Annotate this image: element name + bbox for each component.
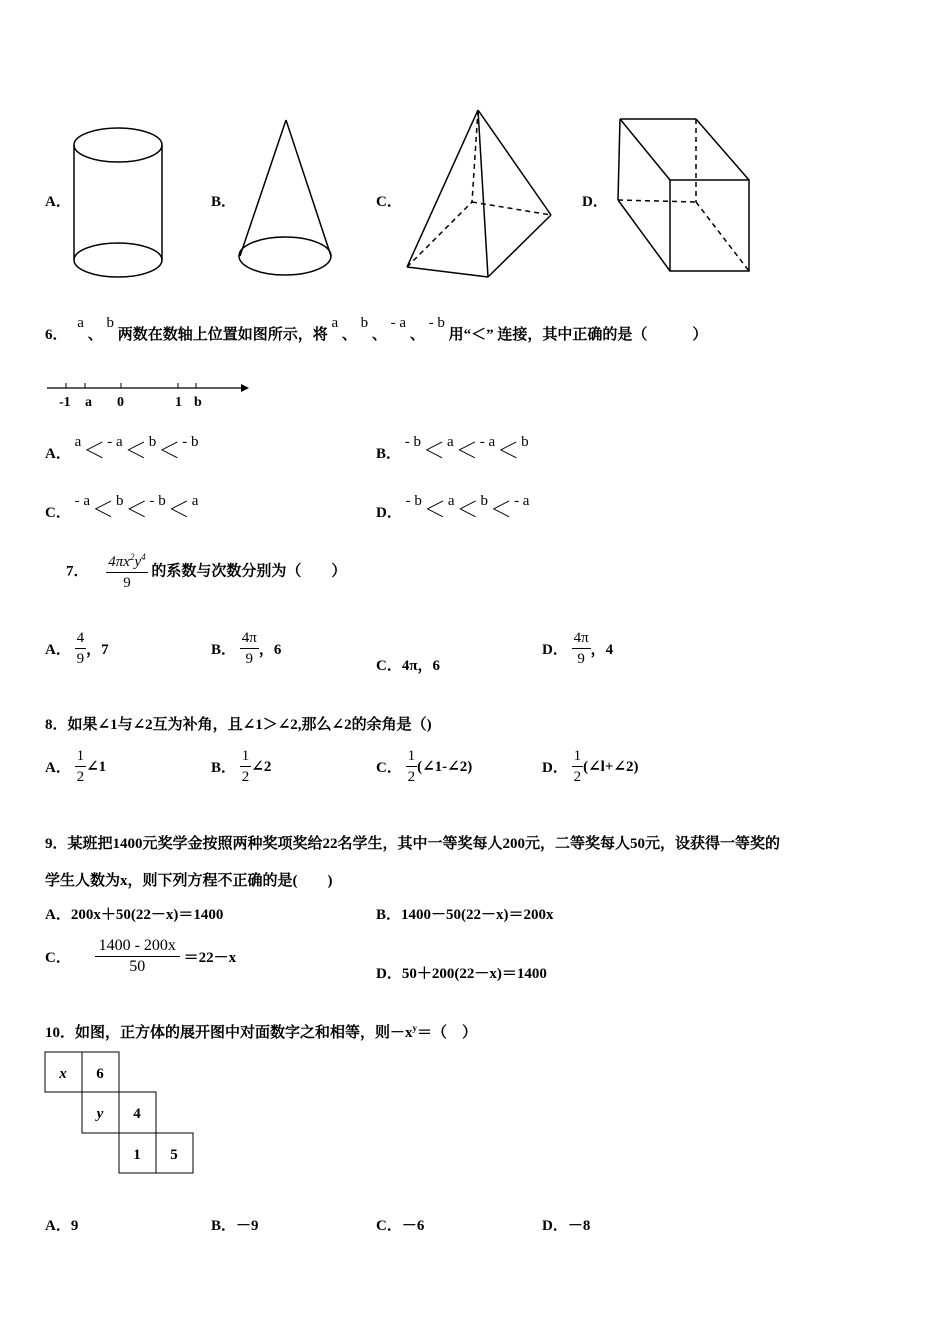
term: a bbox=[74, 434, 82, 450]
question-number: 6． bbox=[45, 327, 68, 343]
option-text: 1400－50(22－x)＝200x bbox=[401, 907, 554, 923]
option-label: D． bbox=[376, 505, 402, 521]
option-tail: (∠l+∠2) bbox=[583, 759, 639, 775]
q6-option-a[interactable] bbox=[45, 434, 198, 465]
option-tail: ，6 bbox=[258, 642, 282, 658]
tick-label: -1 bbox=[59, 395, 71, 410]
option-label: D． bbox=[542, 642, 568, 658]
q8-option-d[interactable] bbox=[542, 746, 638, 787]
option-label: B． bbox=[376, 907, 402, 923]
q8-option-b[interactable] bbox=[211, 746, 271, 787]
stem-text: ＝（ ） bbox=[417, 1025, 478, 1041]
option-label: A． bbox=[45, 760, 71, 776]
sup: 2 bbox=[129, 552, 135, 562]
net-cell: 4 bbox=[133, 1106, 141, 1122]
option-label: B． bbox=[211, 1218, 237, 1234]
option-label: D． bbox=[542, 760, 568, 776]
q10-option-a[interactable] bbox=[45, 1214, 78, 1235]
q9-option-a[interactable] bbox=[45, 903, 223, 924]
question-7-stem bbox=[66, 547, 346, 593]
term: - b bbox=[405, 493, 422, 509]
lt-sign: ＜ bbox=[423, 497, 446, 522]
separator: 、 bbox=[409, 327, 425, 343]
lt-sign: ＜ bbox=[83, 438, 106, 463]
pyramid-icon bbox=[400, 105, 560, 285]
lt-sign: ＜ bbox=[92, 497, 115, 522]
q7-fraction bbox=[106, 547, 147, 593]
option-c-label: C． bbox=[376, 194, 402, 210]
term: a bbox=[447, 493, 455, 509]
option-text: －8 bbox=[567, 1218, 591, 1234]
q7-option-c[interactable] bbox=[376, 654, 440, 675]
fraction: $\frac{4\pi}{9}$ bbox=[241, 630, 257, 667]
number-line bbox=[45, 378, 250, 410]
option-tail: ，4 bbox=[590, 642, 614, 658]
option-label: C． bbox=[376, 1218, 402, 1234]
question-10-stem bbox=[45, 1021, 477, 1042]
option-label: A． bbox=[45, 1218, 71, 1234]
cuboid-icon bbox=[612, 114, 757, 279]
lt-sign: ＜ bbox=[490, 497, 513, 522]
question-8-stem: 8．如果∠1与∠2互为补角，且∠1＞∠2,那么∠2的余角是（) bbox=[45, 717, 432, 733]
lt-sign: ＜ bbox=[456, 497, 479, 522]
q7-option-d[interactable] bbox=[542, 628, 613, 669]
stem-text: 的系数与次数分别为（ ） bbox=[151, 563, 347, 580]
cone-icon bbox=[235, 115, 335, 280]
separator: 、 bbox=[371, 327, 387, 343]
fraction: $\frac{1}{2}$ bbox=[241, 748, 250, 785]
net-cell: 1 bbox=[133, 1147, 141, 1163]
term: - b bbox=[404, 434, 422, 450]
term: - a bbox=[514, 493, 530, 509]
frac-num: 4πx bbox=[108, 554, 130, 570]
term: b bbox=[116, 493, 124, 509]
cylinder-icon bbox=[70, 122, 170, 282]
term: b bbox=[521, 434, 529, 450]
lt-sign: ＜ bbox=[423, 438, 446, 463]
option-label: D． bbox=[542, 1218, 568, 1234]
term: a bbox=[191, 493, 199, 509]
q10-option-c[interactable] bbox=[376, 1214, 424, 1235]
sup: 4 bbox=[141, 552, 146, 562]
lt-sign: ＜ bbox=[167, 497, 190, 522]
tick-label: 1 bbox=[175, 395, 182, 410]
option-label: C． bbox=[376, 760, 402, 776]
term: b bbox=[480, 493, 489, 509]
q6-option-b[interactable] bbox=[376, 434, 529, 465]
sup: y bbox=[412, 1023, 418, 1033]
question-9-line2: 学生人数为x，则下列方程不正确的是( ) bbox=[45, 873, 333, 889]
fraction: $\frac{1}{2}$ bbox=[76, 748, 85, 785]
fraction: $\frac{1400 - 200x}{50}$ bbox=[95, 936, 180, 977]
question-9-line1: 9．某班把1400元奖学金按照两种奖项奖给22名学生，其中一等奖每人200元，二等奖每人50元，设获得一等奖的 bbox=[45, 836, 781, 852]
option-tail: (∠1-∠2) bbox=[417, 759, 473, 775]
q10-option-d[interactable] bbox=[542, 1214, 590, 1235]
q9-option-b[interactable] bbox=[376, 903, 554, 924]
term-neg-b: - b bbox=[428, 315, 445, 331]
option-tail: ，7 bbox=[86, 642, 109, 658]
net-cell: x bbox=[59, 1066, 67, 1082]
q7-option-b[interactable] bbox=[211, 628, 281, 669]
q8-option-a[interactable] bbox=[45, 746, 106, 787]
q8-option-c[interactable] bbox=[376, 746, 472, 787]
option-tail: ＝22－x bbox=[183, 950, 237, 966]
option-text: 200x＋50(22－x)＝1400 bbox=[70, 907, 224, 923]
option-d-label: D． bbox=[582, 194, 608, 210]
option-tail: ∠1 bbox=[86, 759, 107, 775]
q6-option-c[interactable] bbox=[45, 493, 198, 524]
net-cell: y bbox=[96, 1106, 104, 1122]
option-label: C． bbox=[45, 950, 71, 966]
question-number: 7． bbox=[66, 563, 89, 580]
separator: 、 bbox=[341, 327, 357, 343]
option-text: 50＋200(22－x)＝1400 bbox=[401, 966, 547, 982]
lt-sign: ＜ bbox=[158, 438, 181, 463]
stem-text: 10．如图，正方体的展开图中对面数字之和相等，则－x bbox=[45, 1025, 413, 1041]
frac-num-y: y bbox=[134, 554, 142, 570]
term-a: a bbox=[331, 315, 339, 331]
term: - a bbox=[479, 434, 496, 450]
option-label: D． bbox=[376, 966, 402, 982]
term: - b bbox=[182, 434, 199, 450]
term-neg-a: - a bbox=[390, 315, 407, 331]
tick-label: 0 bbox=[117, 395, 124, 410]
stem-text: 用“＜” 连接，其中正确的是（ ） bbox=[448, 327, 708, 343]
option-label: C． bbox=[376, 658, 402, 674]
stem-text: 两数在数轴上位置如图所示，将 bbox=[117, 327, 328, 343]
lt-sign: ＜ bbox=[455, 438, 478, 463]
frac-den: 9 bbox=[123, 575, 131, 591]
tick-label: a bbox=[85, 395, 92, 410]
var-a: a bbox=[77, 315, 84, 331]
separator: 、 bbox=[87, 327, 103, 343]
option-label: C． bbox=[45, 505, 71, 521]
fraction: $\frac{4\pi}{9}$ bbox=[573, 630, 589, 667]
net-cell: 5 bbox=[170, 1147, 178, 1163]
question-6-stem bbox=[45, 315, 708, 344]
term: - a bbox=[107, 434, 123, 450]
term-b: b bbox=[360, 315, 369, 331]
lt-sign: ＜ bbox=[125, 497, 148, 522]
q9-option-d[interactable] bbox=[376, 962, 547, 983]
lt-sign: ＜ bbox=[124, 438, 147, 463]
cube-net bbox=[44, 1051, 196, 1176]
q7-option-a[interactable] bbox=[45, 628, 109, 669]
option-label: A． bbox=[45, 642, 71, 658]
var-b: b bbox=[106, 315, 114, 331]
option-text: 4π，6 bbox=[401, 658, 441, 674]
option-label: B． bbox=[211, 642, 237, 658]
option-text: 9 bbox=[70, 1218, 79, 1234]
option-a-label: A． bbox=[45, 194, 71, 210]
option-tail: ∠2 bbox=[251, 759, 272, 775]
fraction: $\frac{4}{9}$ bbox=[76, 630, 85, 667]
net-cell: 6 bbox=[96, 1066, 104, 1082]
option-label: A． bbox=[45, 907, 71, 923]
term: - b bbox=[149, 493, 166, 509]
lt-sign: ＜ bbox=[497, 438, 520, 463]
q10-option-b[interactable] bbox=[211, 1214, 259, 1235]
tick-label: b bbox=[194, 395, 202, 410]
q9-option-c[interactable] bbox=[45, 936, 236, 977]
fraction: $\frac{1}{2}$ bbox=[407, 748, 416, 785]
option-label: A． bbox=[45, 446, 71, 462]
option-b-label: B． bbox=[211, 194, 237, 210]
term: a bbox=[447, 434, 454, 450]
term: - a bbox=[74, 493, 90, 509]
fraction: $\frac{1}{2}$ bbox=[573, 748, 582, 785]
term: b bbox=[148, 434, 157, 450]
option-text: －6 bbox=[401, 1218, 425, 1234]
option-label: B． bbox=[376, 446, 402, 462]
option-text: －9 bbox=[236, 1218, 259, 1234]
q6-option-d[interactable] bbox=[376, 493, 529, 524]
option-label: B． bbox=[211, 760, 237, 776]
